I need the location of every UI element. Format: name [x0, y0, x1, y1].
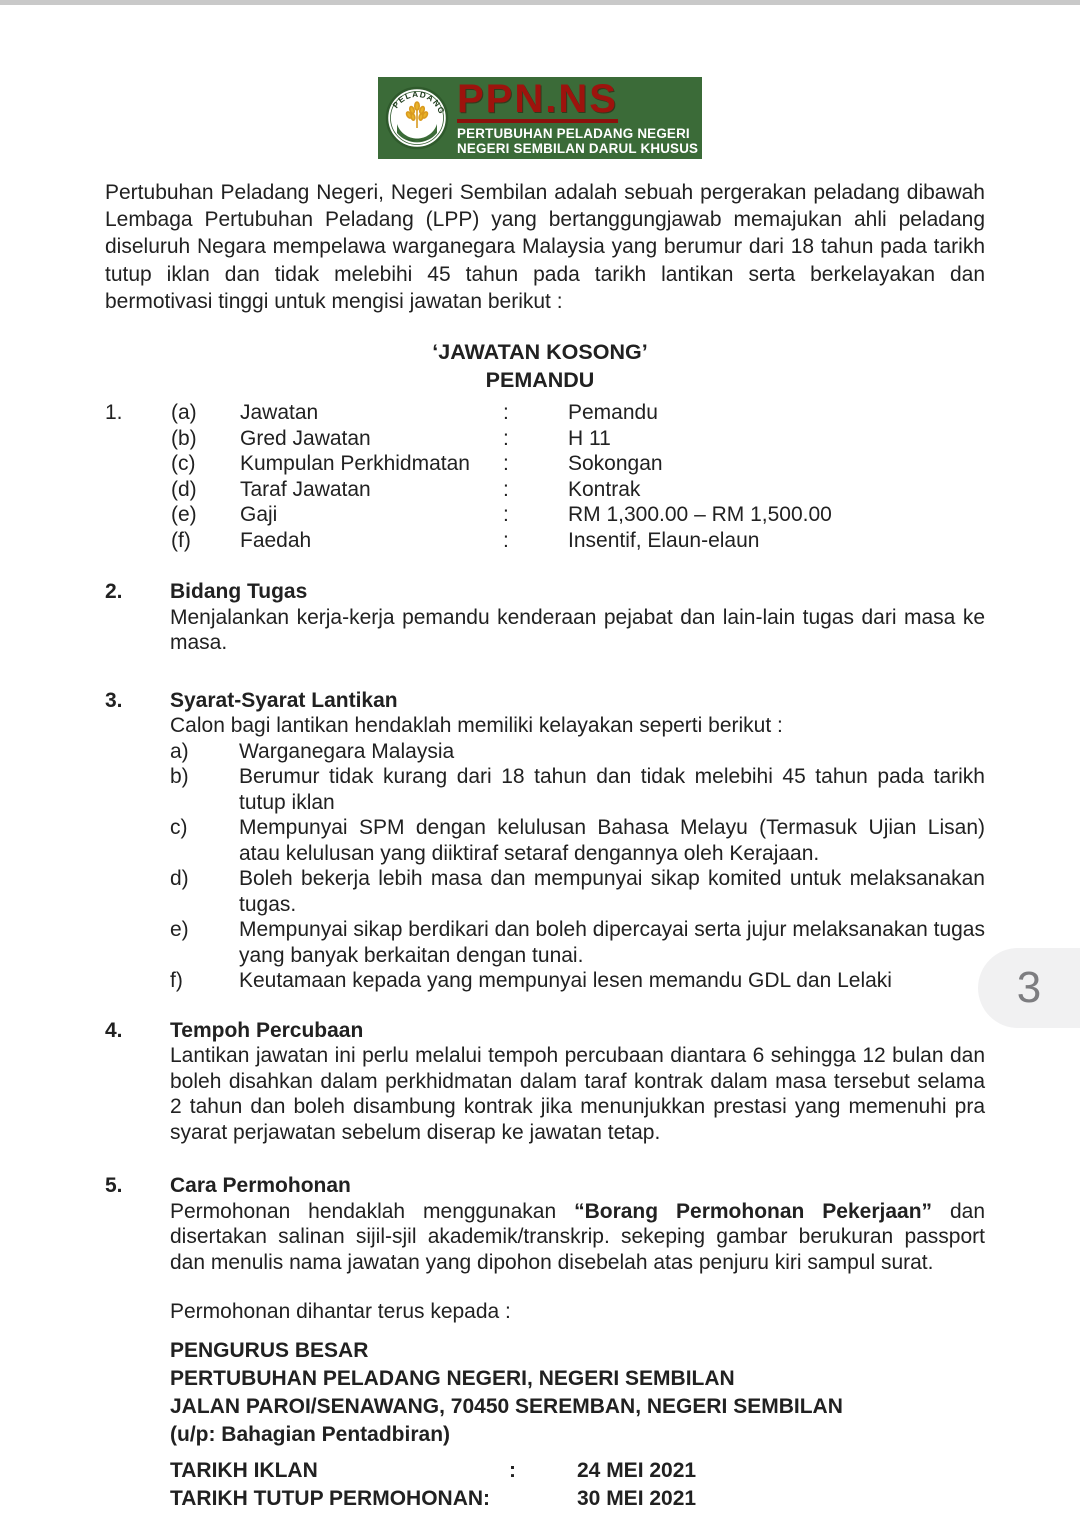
- section-heading: Cara Permohonan: [170, 1174, 351, 1198]
- row-label: Taraf Jawatan: [240, 477, 371, 501]
- requirement-item: [170, 739, 985, 765]
- requirement-item: [170, 968, 985, 994]
- page-indicator[interactable]: [978, 948, 1080, 1028]
- section-cara-permohonan: [105, 1173, 985, 1275]
- row-colon: :: [503, 401, 509, 425]
- item-letter: e): [170, 918, 189, 942]
- row-value: Sokongan: [568, 452, 663, 476]
- send-to-line: Permohonan dihantar terus kepada :: [170, 1300, 511, 1324]
- section-heading: Tempoh Percubaan: [170, 1018, 364, 1042]
- job-detail-row: [105, 451, 985, 477]
- body-text: Permohonan hendaklah menggunakan: [170, 1199, 575, 1223]
- section-number: 3.: [105, 688, 123, 712]
- item-text: Mempunyai SPM dengan kelulusan Bahasa Melayu (Termasuk Ujian Lisan) atau kelulusan yang diiktiraf setaraf dengannya oleh Kerajaan.: [239, 816, 985, 865]
- job-detail-row: [105, 528, 985, 554]
- job-detail-row: [105, 502, 985, 528]
- top-border-strip: [0, 0, 1080, 5]
- section-body: Menjalankan kerja-kerja pemandu kenderaan pejabat dan lain-lain tugas dari masa ke masa.: [170, 605, 985, 655]
- item-letter: a): [170, 739, 189, 763]
- job-details-list: [105, 400, 985, 553]
- item-text: Keutamaan kepada yang mempunyai lesen memandu GDL dan Lelaki: [239, 969, 892, 993]
- row-letter: (e): [171, 503, 197, 527]
- item-text: Boleh bekerja lebih masa dan mempunyai sikap komited untuk melaksanakan tugas.: [239, 867, 985, 916]
- row-letter: (f): [171, 528, 191, 552]
- date-label: TARIKH IKLAN: [170, 1458, 318, 1482]
- row-label: Gaji: [240, 503, 278, 527]
- vacancy-title: [0, 339, 1080, 394]
- date-label: TARIKH TUTUP PERMOHONAN:: [170, 1486, 491, 1510]
- section-body: [170, 1199, 985, 1276]
- dates-block: [170, 1457, 985, 1513]
- section-number: 5.: [105, 1174, 123, 1198]
- requirement-item: [170, 866, 985, 917]
- item-number: 1.: [105, 401, 123, 425]
- address-line: (u/p: Bahagian Pentadbiran): [170, 1422, 451, 1446]
- job-detail-row: [105, 426, 985, 452]
- date-colon: [509, 1485, 577, 1513]
- row-value: H 11: [568, 426, 611, 450]
- row-letter: (c): [171, 452, 196, 476]
- row-letter: (b): [171, 426, 197, 450]
- row-letter: (d): [171, 477, 197, 501]
- section-intro: Calon bagi lantikan hendaklah memiliki kelayakan seperti berikut :: [170, 714, 783, 738]
- job-detail-row: [105, 477, 985, 503]
- ppnns-logo: [378, 77, 702, 159]
- date-colon: :: [509, 1458, 516, 1482]
- row-colon: :: [503, 452, 509, 476]
- item-text: Mempunyai sikap berdikari dan boleh dipercayai serta jujur melaksanakan tugas yang banyak berkaitan dengan tunai.: [239, 918, 985, 967]
- section-body: Lantikan jawatan ini perlu melalui tempoh percubaan diantara 6 sehingga 12 bulan dan boleh disahkan dalam perkhidmatan dalam taraf kontrak dalam masa tersebut selama 2 tahun dan boleh disambung kontrak jika menunjukkan prestasi yang memenuhi pra syarat perjawatan sebelum diserap ke jawatan tetap.: [170, 1044, 985, 1144]
- logo-org-line2: NEGERI SEMBILAN DARUL KHUSUS: [457, 141, 699, 156]
- body-bold-text: “Borang Permohonan Pekerjaan”: [574, 1199, 933, 1223]
- address-line: JALAN PAROI/SENAWANG, 70450 SEREMBAN, NEGERI SEMBILAN: [170, 1394, 843, 1418]
- address-line: PERTUBUHAN PELADANG NEGERI, NEGERI SEMBILAN: [170, 1366, 735, 1390]
- logo-banner: [0, 77, 1080, 159]
- intro-paragraph: Pertubuhan Peladang Negeri, Negeri Sembilan adalah sebuah pergerakan peladang dibawah Lembaga Pertubuhan Peladang (LPP) yang bertanggungjawab memajukan ahli peladang diseluruh Negara mempelawa warganegara Malaysia yang berumur dari 18 tahun pada tarikh tutup iklan dan tidak melebihi 45 tahun pada tarikh lantikan serta berkelayakan dan bermotivasi tinggi untuk mengisi jawatan berikut :: [105, 181, 985, 313]
- section-syarat-lantikan: [105, 688, 985, 994]
- vacancy-title-line2: PEMANDU: [485, 367, 595, 392]
- requirement-item: [170, 764, 985, 815]
- section-heading: Bidang Tugas: [170, 580, 308, 604]
- section-bidang-tugas: [105, 579, 985, 656]
- row-value: RM 1,300.00 – RM 1,500.00: [568, 503, 832, 527]
- row-label: Kumpulan Perkhidmatan: [240, 452, 470, 476]
- peladang-emblem-icon: [385, 86, 449, 150]
- item-letter: f): [170, 969, 183, 993]
- page-number: 3: [1016, 963, 1042, 1012]
- row-colon: :: [503, 503, 509, 527]
- logo-org-line1: PERTUBUHAN PELADANG NEGERI: [457, 125, 690, 141]
- row-colon: :: [503, 528, 509, 552]
- row-colon: :: [503, 477, 509, 501]
- section-number: 4.: [105, 1018, 123, 1042]
- address-line: PENGURUS BESAR: [170, 1338, 369, 1362]
- item-text: Berumur tidak kurang dari 18 tahun dan tidak melebihi 45 tahun pada tarikh tutup iklan: [239, 765, 985, 814]
- address-block: [170, 1337, 985, 1449]
- row-value: Insentif, Elaun-elaun: [568, 528, 760, 552]
- row-label: Faedah: [240, 528, 312, 552]
- item-letter: b): [170, 765, 189, 789]
- item-letter: c): [170, 816, 188, 840]
- date-row: [170, 1457, 985, 1485]
- logo-acronym: PPN.NS: [457, 76, 618, 121]
- row-value: Kontrak: [568, 477, 641, 501]
- section-number: 2.: [105, 580, 123, 604]
- requirement-item: [170, 815, 985, 866]
- section-tempoh-percubaan: [105, 1018, 985, 1146]
- body-text: dan disertakan salinan sijil-sjil akademik/transkrip. sekeping gambar berukuran passport dan menulis nama jawatan yang dipohon disebelah atas penjuru kiri sampul surat.: [170, 1199, 985, 1274]
- date-value: 30 MEI 2021: [577, 1486, 697, 1510]
- date-row: [170, 1485, 985, 1513]
- emblem-arched-text: PELADANG: [391, 89, 447, 116]
- item-letter: d): [170, 867, 189, 891]
- row-label: Jawatan: [240, 401, 319, 425]
- requirement-item: [170, 917, 985, 968]
- section-heading: Syarat-Syarat Lantikan: [170, 688, 398, 712]
- item-text: Warganegara Malaysia: [239, 739, 455, 763]
- row-colon: :: [503, 426, 509, 450]
- row-letter: (a): [171, 401, 197, 425]
- row-label: Gred Jawatan: [240, 426, 371, 450]
- vacancy-title-line1: ‘JAWATAN KOSONG’: [432, 340, 648, 365]
- job-detail-row: [105, 400, 985, 426]
- row-value: Pemandu: [568, 401, 658, 425]
- date-value: 24 MEI 2021: [577, 1458, 697, 1482]
